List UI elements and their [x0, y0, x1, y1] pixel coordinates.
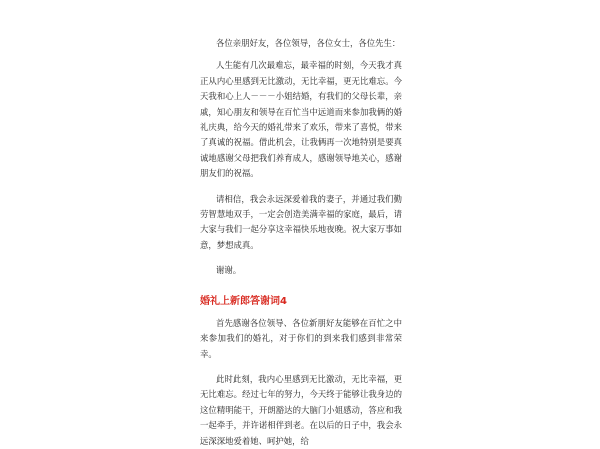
paragraph-1: 人生能有几次最难忘，最幸福的时刻，今天我才真正从内心里感到无比激动，无比幸福，更无比难忘。今天我和心上人－－－小姐结婚，有我们的父母长辈，亲戚，知心朋友和领导在百忙当中远道而来参加我俩的婚礼庆典，给今天的婚礼带来了欢乐，带来了喜悦，带来了真诚的祝福。借此机会，让我俩再一次地特别是要真诚地感谢父母把我们养育成人，感谢领导地关心，感谢朋友们的祝福。: [200, 60, 402, 179]
document-body: [200, 36, 402, 449]
paragraph-2: 请相信，我会永远深爱着我的妻子，并通过我们勤劳智慧地双手，一定会创造美满幸福的家庭，最后，请大家与我们一起分享这幸福快乐地夜晚。祝大家万事如意，梦想成真。: [200, 193, 402, 250]
section-title: 婚礼上新郎答谢词4: [200, 295, 287, 307]
thanks-line: 谢谢。: [216, 265, 242, 276]
paragraph-3: 首先感谢各位领导、各位新朋好友能够在百忙之中来参加我们的婚礼，对于你们的到来我们感到非常荣幸。: [200, 317, 402, 359]
greeting-line: 各位亲朋好友，各位领导，各位女士，各位先生：: [216, 38, 401, 48]
paragraph-4: 此时此刻，我内心里感到无比激动，无比幸福，更无比难忘。经过七年的努力，今天终于能够让我身边的这位精明能干，开朗豁达的大脑门小姐感动，答应和我一起牵手，并许诺相伴到老。在以后的日子中，我会永远深深地爱着她、呵护她，给: [200, 373, 402, 446]
